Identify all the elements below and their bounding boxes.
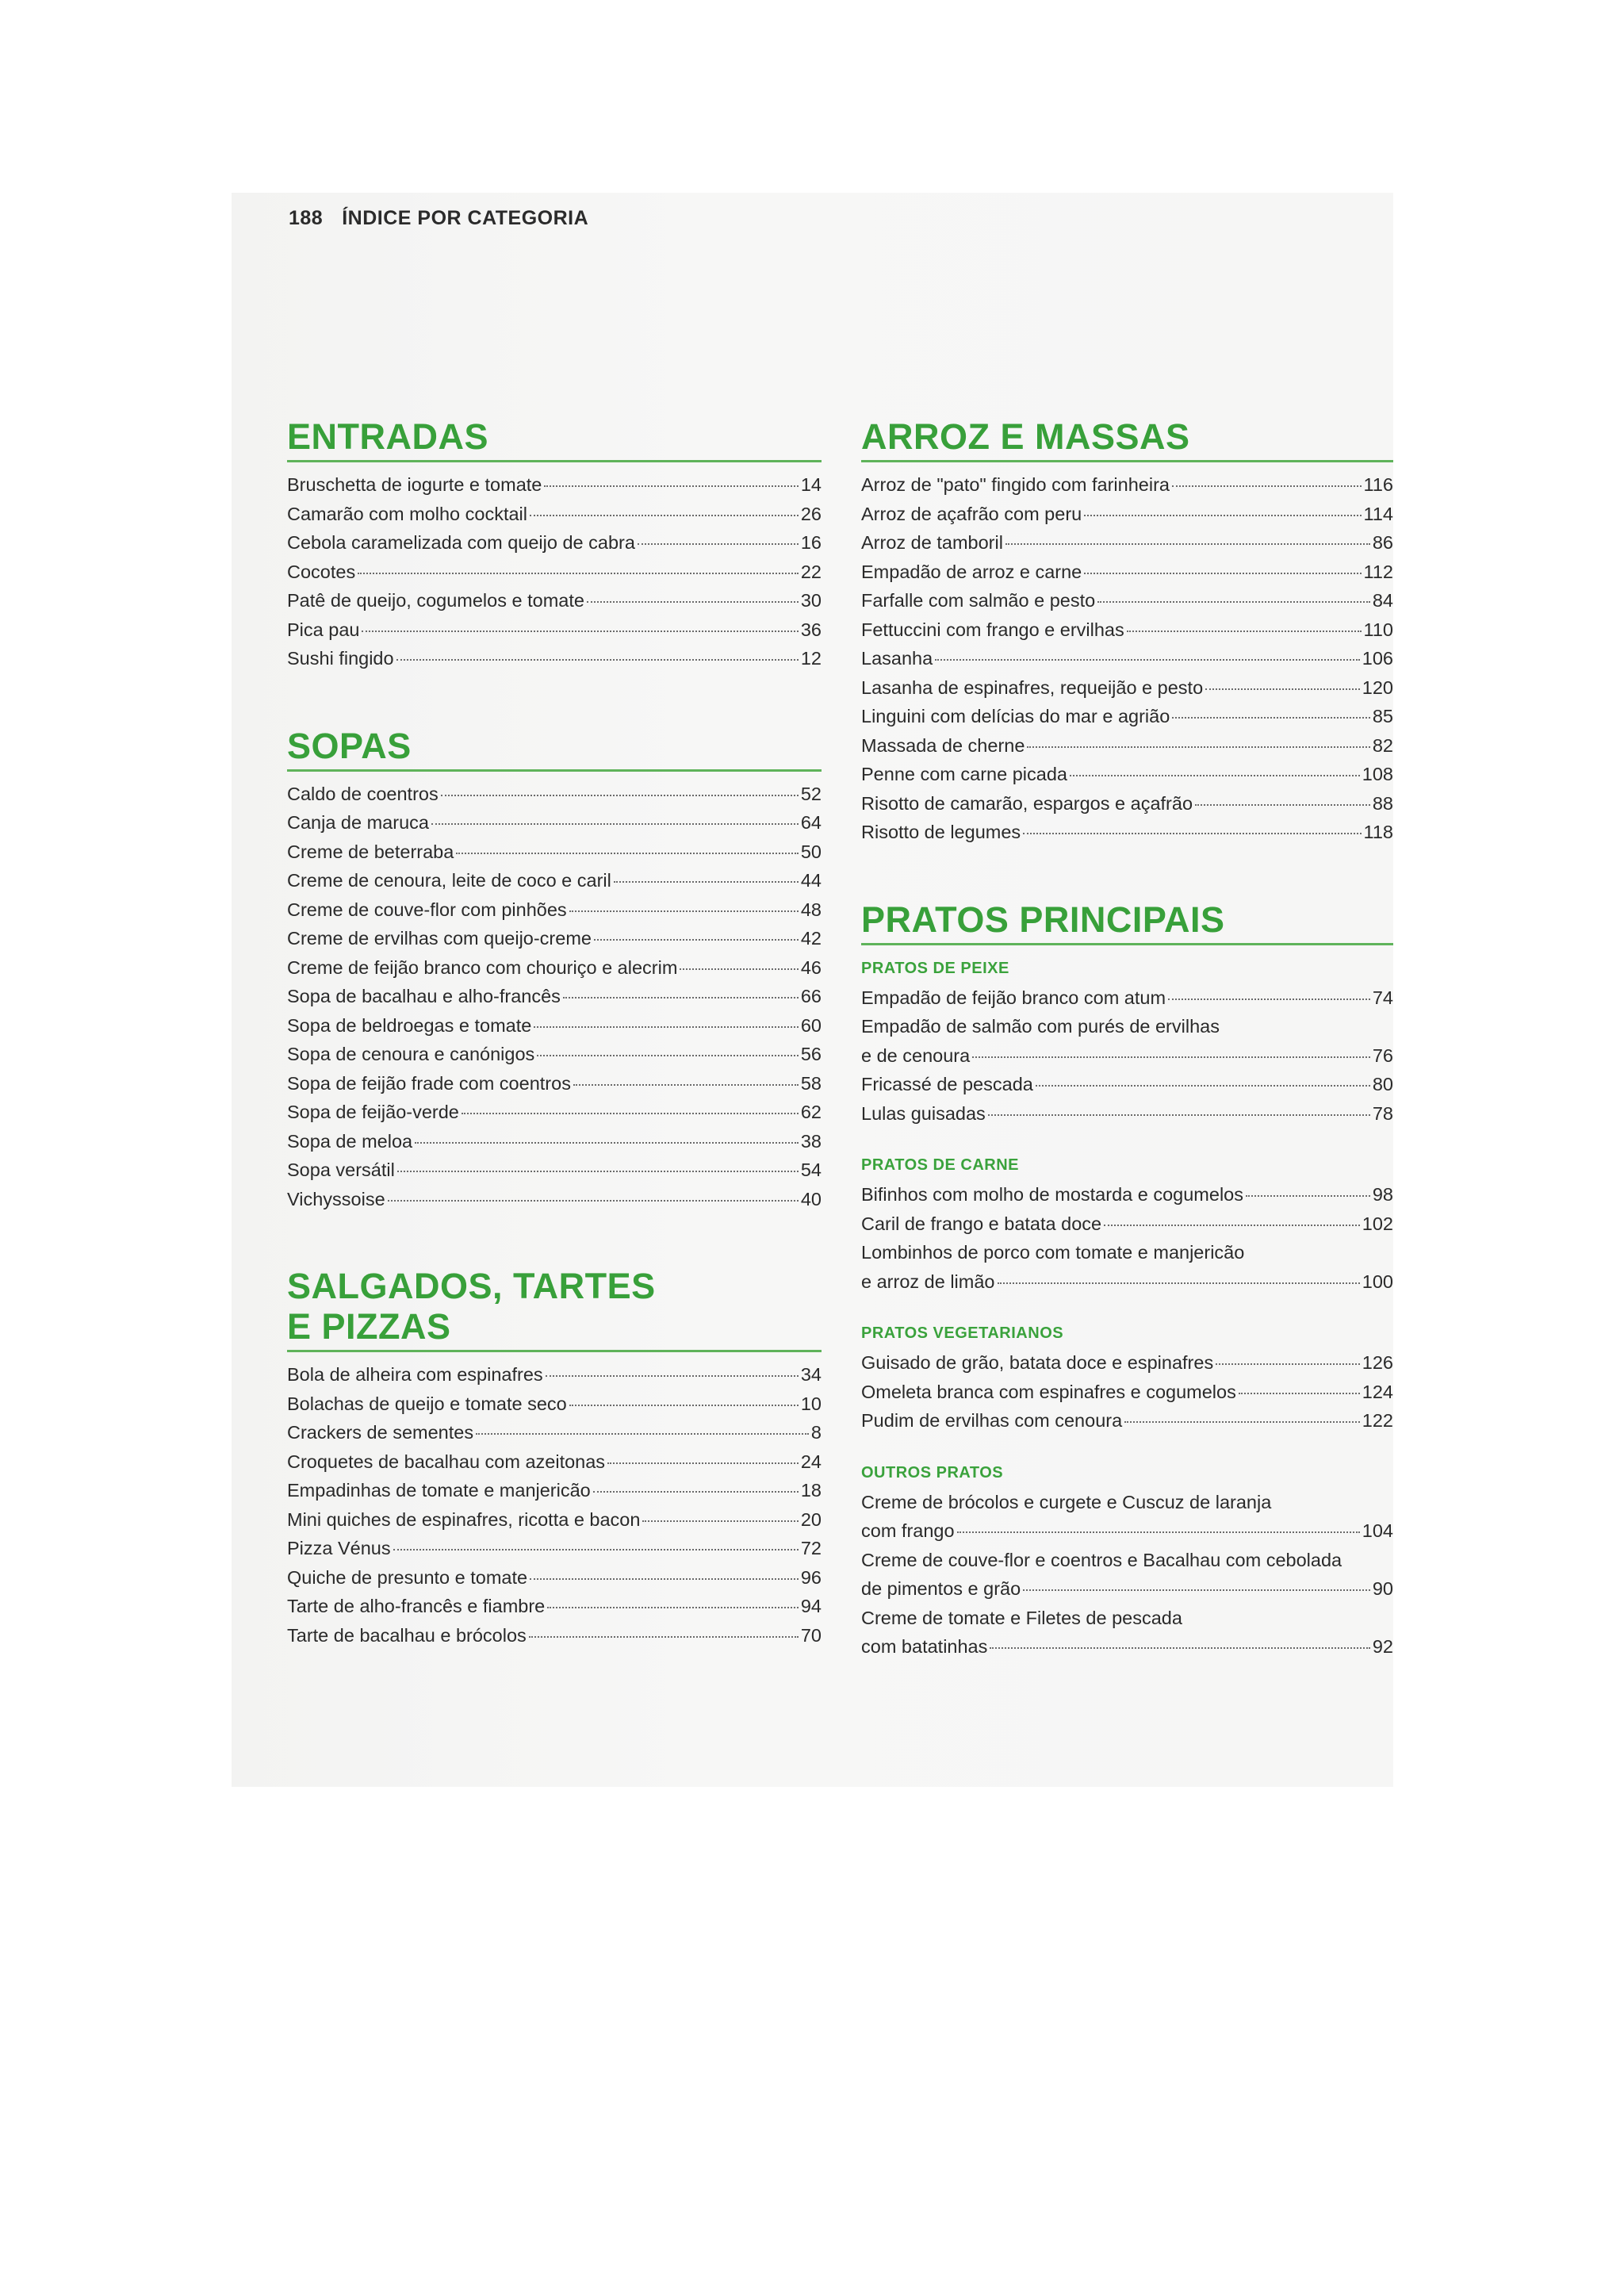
section-title: SALGADOS, TARTES E PIZZAS: [287, 1266, 822, 1352]
right-column: [861, 416, 1393, 1714]
index-entry[interactable]: Empadão de feijão branco com atum 74: [861, 987, 1393, 1008]
section-title: PRATOS PRINCIPAIS: [861, 899, 1393, 945]
index-entry[interactable]: Creme de tomate e Filetes de pescada com batatinhas 92: [861, 1607, 1393, 1657]
index-entry[interactable]: Camarão com molho cocktail 26: [287, 503, 822, 524]
index-entry[interactable]: Pizza Vénus 72: [287, 1538, 822, 1558]
left-column: [287, 416, 822, 1702]
section-title: SOPAS: [287, 726, 822, 772]
index-entry[interactable]: Massada de cherne 82: [861, 734, 1393, 756]
index-entry[interactable]: Cocotes 22: [287, 561, 822, 582]
index-entry[interactable]: Caril de frango e batata doce 102: [861, 1213, 1393, 1234]
section-pratos-principais: [861, 899, 1393, 1662]
index-entry[interactable]: Patê de queijo, cogumelos e tomate 30: [287, 590, 822, 611]
index-entry[interactable]: Creme de brócolos e curgete e Cuscuz de laranja com frango 104: [861, 1491, 1393, 1541]
index-entry[interactable]: Tarte de bacalhau e brócolos 70: [287, 1624, 822, 1646]
index-entry[interactable]: Arroz de tamboril 86: [861, 532, 1393, 553]
index-entry[interactable]: Fettuccini com frango e ervilhas 110: [861, 619, 1393, 640]
header-title: ÍNDICE POR CATEGORIA: [342, 207, 589, 229]
index-entry[interactable]: Creme de beterraba 50: [287, 841, 822, 862]
index-entry[interactable]: Creme de ervilhas com queijo-creme 42: [287, 928, 822, 949]
index-entry[interactable]: Empadão de salmão com purés de ervilhas e de cenoura 76: [861, 1016, 1393, 1066]
index-entry[interactable]: Omeleta branca com espinafres e cogumelos 124: [861, 1381, 1393, 1402]
index-entry[interactable]: Bruschetta de iogurte e tomate 14: [287, 474, 822, 495]
index-entry[interactable]: Cebola caramelizada com queijo de cabra 16: [287, 532, 822, 553]
entry-list: [861, 470, 1393, 847]
index-entry[interactable]: Sopa versátil 54: [287, 1159, 822, 1180]
index-entry[interactable]: Farfalle com salmão e pesto 84: [861, 590, 1393, 611]
index-entry[interactable]: Fricassé de pescada 80: [861, 1074, 1393, 1094]
index-entry[interactable]: Sopa de cenoura e canónigos 56: [287, 1044, 822, 1064]
entry-list: [287, 470, 822, 673]
index-entry[interactable]: Lulas guisadas 78: [861, 1102, 1393, 1124]
section-title: ENTRADAS: [287, 416, 822, 462]
index-entry[interactable]: Creme de feijão branco com chouriço e alecrim 46: [287, 956, 822, 978]
index-entry[interactable]: Bifinhos com molho de mostarda e cogumelos 98: [861, 1184, 1393, 1205]
index-entry[interactable]: Empadinhas de tomate e manjericão 18: [287, 1480, 822, 1501]
subheading-peixe: PRATOS DE PEIXE: [861, 959, 1009, 977]
index-entry[interactable]: Croquetes de bacalhau com azeitonas 24: [287, 1451, 822, 1472]
entry-list: [287, 1360, 822, 1650]
index-entry[interactable]: Creme de couve-flor e coentros e Bacalhau com cebolada de pimentos e grão 90: [861, 1549, 1393, 1599]
index-entry[interactable]: Creme de couve-flor com pinhões 48: [287, 899, 822, 920]
index-entry[interactable]: Mini quiches de espinafres, ricotta e bacon 20: [287, 1508, 822, 1530]
index-entry[interactable]: Linguini com delícias do mar e agrião 85: [861, 706, 1393, 726]
index-entry[interactable]: Tarte de alho-francês e fiambre 94: [287, 1596, 822, 1616]
index-entry[interactable]: Lombinhos de porco com tomate e manjericão e arroz de limão 100: [861, 1242, 1393, 1292]
index-entry[interactable]: Creme de cenoura, leite de coco e caril 44: [287, 870, 822, 891]
index-entry[interactable]: Canja de maruca 64: [287, 812, 822, 833]
entry-list: [287, 780, 822, 1214]
index-entry[interactable]: Sopa de meloa 38: [287, 1130, 822, 1152]
book-page: [232, 193, 1393, 1787]
page-number: 188: [289, 207, 324, 229]
section-salgados: [287, 1266, 822, 1650]
index-entry[interactable]: Vichyssoise 40: [287, 1188, 822, 1209]
index-entry[interactable]: Arroz de "pato" fingido com farinheira 116: [861, 474, 1393, 495]
subheading-carne: PRATOS DE CARNE: [861, 1156, 1020, 1174]
index-entry[interactable]: Sopa de feijão frade com coentros 58: [287, 1072, 822, 1094]
index-entry[interactable]: Sopa de bacalhau e alho-francês 66: [287, 986, 822, 1006]
index-entry[interactable]: Quiche de presunto e tomate 96: [287, 1566, 822, 1588]
index-entry[interactable]: Sopa de feijão-verde 62: [287, 1102, 822, 1122]
index-entry[interactable]: Risotto de camarão, espargos e açafrão 88: [861, 792, 1393, 814]
index-entry[interactable]: Sopa de beldroegas e tomate 60: [287, 1014, 822, 1036]
index-entry[interactable]: Bolachas de queijo e tomate seco 10: [287, 1393, 822, 1414]
section-arroz-e-massas: [861, 416, 1393, 847]
index-entry[interactable]: Lasanha 106: [861, 648, 1393, 669]
index-entry[interactable]: Pudim de ervilhas com cenoura 122: [861, 1410, 1393, 1431]
running-header: [289, 207, 588, 230]
index-entry[interactable]: Risotto de legumes 118: [861, 822, 1393, 842]
index-entry[interactable]: Guisado de grão, batata doce e espinafres 126: [861, 1352, 1393, 1373]
index-entry[interactable]: Arroz de açafrão com peru 114: [861, 503, 1393, 524]
index-entry[interactable]: Bola de alheira com espinafres 34: [287, 1364, 822, 1385]
index-entry[interactable]: Crackers de sementes 8: [287, 1422, 822, 1443]
index-entry[interactable]: Caldo de coentros 52: [287, 783, 822, 804]
subheading-vegetarianos: PRATOS VEGETARIANOS: [861, 1324, 1064, 1342]
index-entry[interactable]: Pica pau 36: [287, 619, 822, 640]
section-sopas: [287, 726, 822, 1214]
index-entry[interactable]: Sushi fingido 12: [287, 648, 822, 669]
section-entradas: [287, 416, 822, 673]
index-entry[interactable]: Penne com carne picada 108: [861, 764, 1393, 784]
subheading-outros: OUTROS PRATOS: [861, 1463, 1004, 1481]
section-title: ARROZ E MASSAS: [861, 416, 1393, 462]
index-entry[interactable]: Empadão de arroz e carne 112: [861, 561, 1393, 582]
index-entry[interactable]: Lasanha de espinafres, requeijão e pesto 120: [861, 677, 1393, 698]
